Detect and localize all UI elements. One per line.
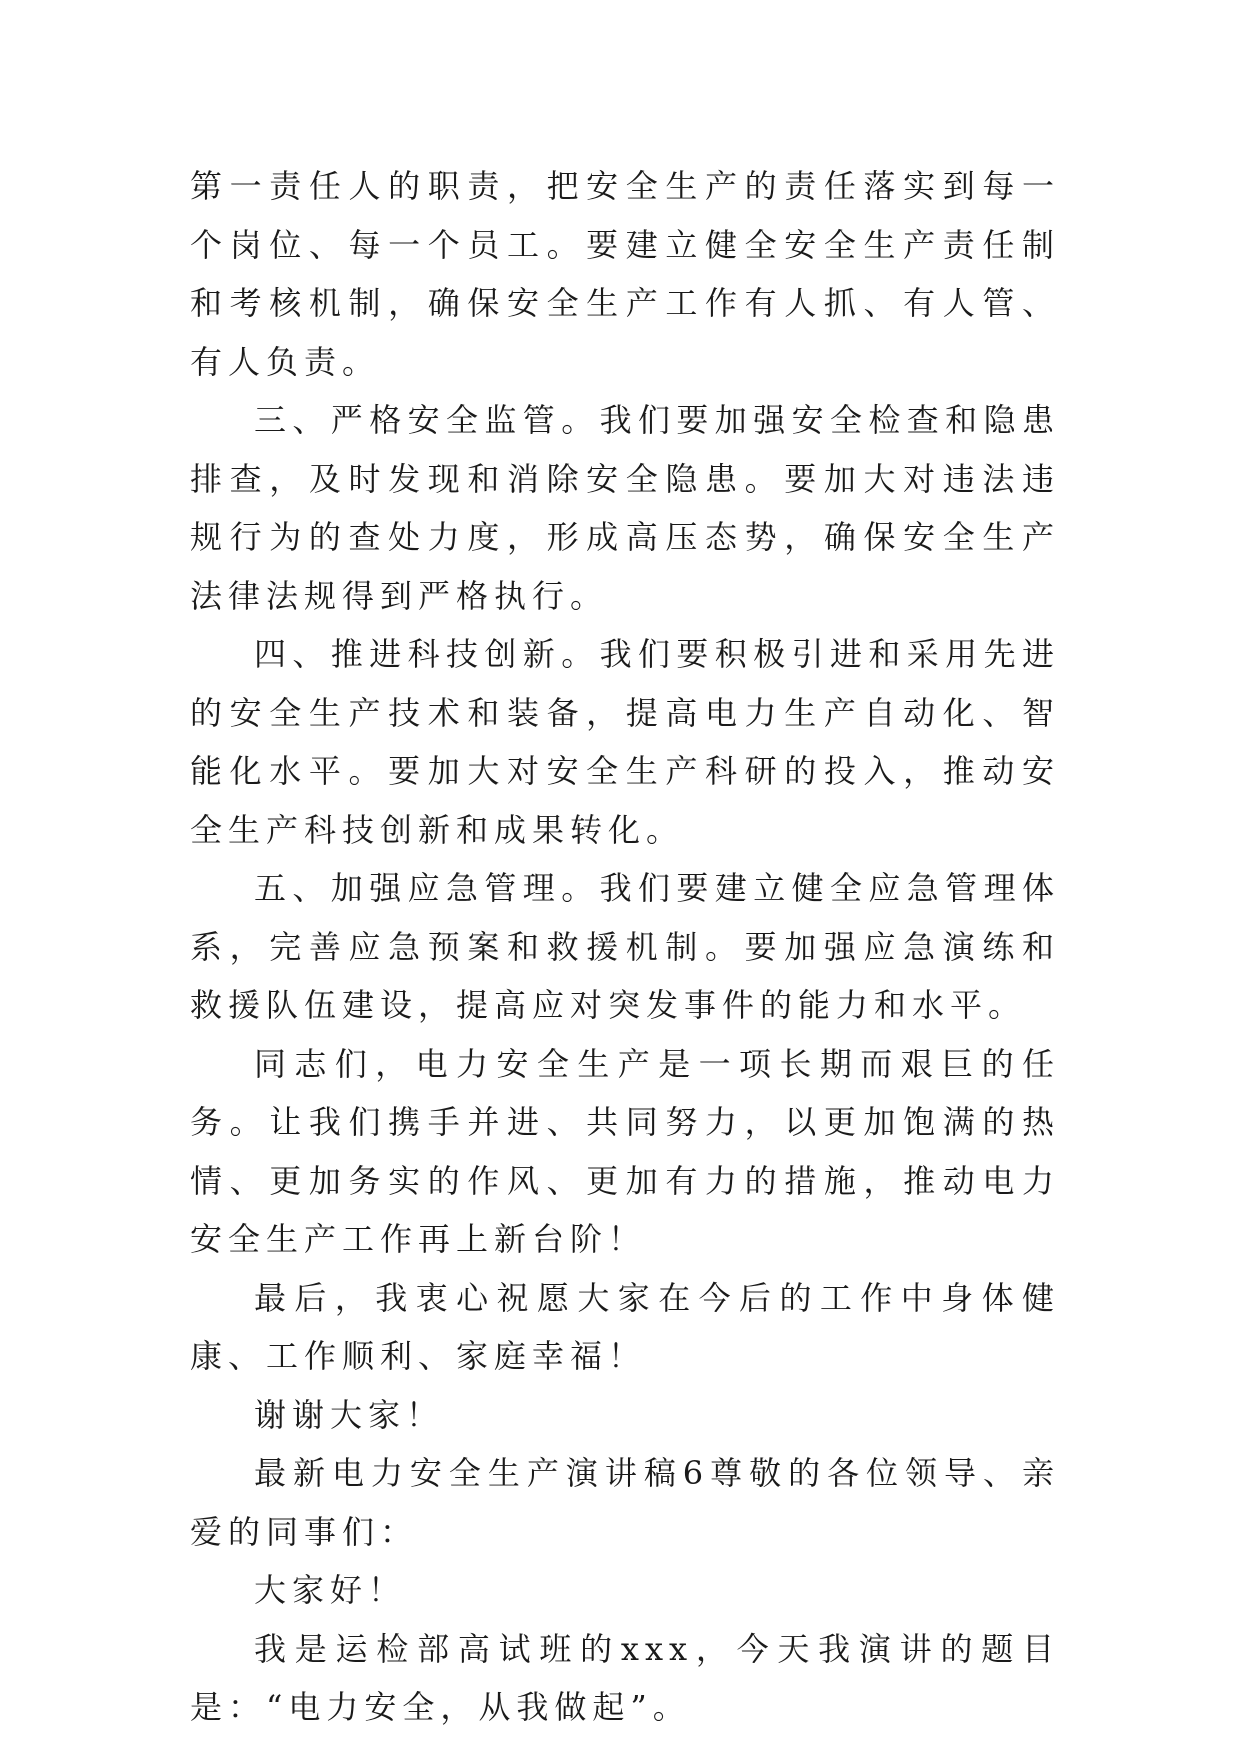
paragraph-wishes: 最后，我衷心祝愿大家在今后的工作中身体健康、工作顺利、家庭幸福！	[190, 1278, 1060, 1375]
document-body	[190, 157, 1060, 1737]
paragraph-speech-title: 最新电力安全生产演讲稿6尊敬的各位领导、亲爱的同事们：	[190, 1454, 1060, 1551]
paragraph-responsibility: 第一责任人的职责，把安全生产的责任落实到每一个岗位、每一个员工。要建立健全安全生产责任制和考核机制，确保安全生产工作有人抓、有人管、有人负责。	[190, 167, 1060, 381]
paragraph-greeting: 大家好！	[254, 1571, 407, 1609]
paragraph-emergency: 五、加强应急管理。我们要建立健全应急管理体系，完善应急预案和救援机制。要加强应急演练和救援队伍建设，提高应对突发事件的能力和水平。	[190, 869, 1060, 1024]
paragraph-comrades: 同志们，电力安全生产是一项长期而艰巨的任务。让我们携手并进、共同努力，以更加饱满的热情、更加务实的作风、更加有力的措施，推动电力安全生产工作再上新台阶！	[190, 1044, 1060, 1258]
paragraph-thanks: 谢谢大家！	[254, 1395, 445, 1434]
paragraph-innovation: 四、推进科技创新。我们要积极引进和采用先进的安全生产技术和装备，提高电力生产自动化、智能化水平。要加大对安全生产科研的投入，推动安全生产科技创新和成果转化。	[190, 635, 1060, 849]
paragraph-supervision: 三、严格安全监管。我们要加强安全检查和隐患排查，及时发现和消除安全隐患。要加大对违法违规行为的查处力度，形成高压态势，确保安全生产法律法规得到严格执行。	[190, 401, 1060, 615]
paragraph-intro: 我是运检部高试班的xxx，今天我演讲的题目是：“电力安全，从我做起”。	[190, 1629, 1060, 1726]
